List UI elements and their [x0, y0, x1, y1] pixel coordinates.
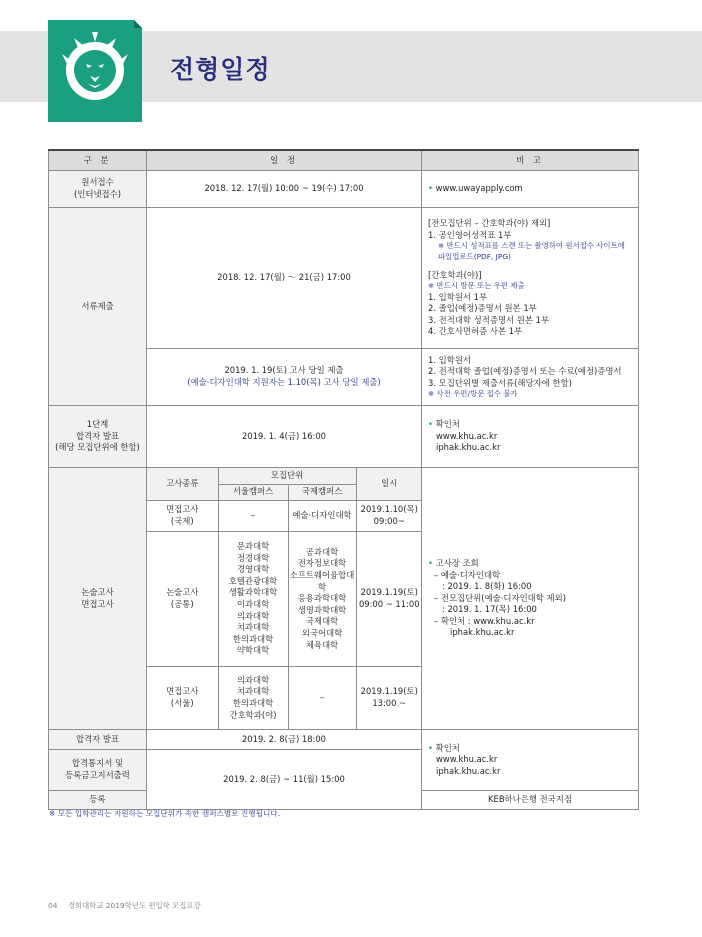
- row-application-schedule: 2018. 12. 17(월) 10:00 ~ 19(수) 17:00: [147, 171, 422, 208]
- row-documents-schedule-b: [147, 349, 422, 406]
- row-application-remark: [422, 171, 639, 208]
- exam-row-type: 면접고사 (서울): [147, 666, 218, 729]
- exam-row-global: –: [288, 666, 356, 729]
- remarks-b-item1: 1. 입학원서: [428, 354, 472, 365]
- schedule-b-main: 2019. 1. 19(토) 고사 당일 제출: [224, 365, 344, 376]
- exam-remark-title: 고사장 조회: [435, 557, 479, 568]
- exam-row-datetime: 2019.1.10(목) 09:00~: [356, 500, 422, 531]
- bullet-icon: •: [428, 557, 433, 568]
- group2-item2: 2. 졸업(예정)증명서 원본 1부: [428, 303, 537, 314]
- row-stage1-schedule: 2019. 1. 4(금) 16:00: [147, 406, 422, 468]
- exam-row-seoul: 의과대학 치과대학 한의과대학 간호학과(야): [218, 666, 288, 729]
- exam-row-datetime: 2019.1.19(토) 09:00 ~ 11:00: [356, 531, 422, 666]
- inner-header-datetime: 일시: [356, 468, 422, 500]
- page-title: 전형일정: [170, 55, 271, 84]
- schedule-table: [48, 149, 639, 810]
- row-documents-schedule-a: 2018. 12. 17(월) ～ 21(금) 17:00: [147, 208, 422, 349]
- footer-text: 경희대학교 2019학년도 편입학 모집요강: [67, 901, 201, 910]
- exam-remark-line4: : 2019. 1. 17(목) 16:00: [442, 604, 537, 615]
- exam-row-datetime: 2019.1.19(토) 13:00 ~: [356, 666, 422, 729]
- row-stage1-category: 1단계 합격자 발표 (해당 모집단위에 한함): [49, 406, 147, 468]
- row-stage1-remark: [422, 406, 639, 468]
- exam-remark-line6: iphak.khu.ac.kr: [450, 627, 515, 638]
- row-registration-remark: KEB하나은행 전국지점: [422, 791, 639, 810]
- exam-row-seoul: –: [218, 500, 288, 531]
- row-exam-remark: [422, 468, 639, 730]
- exam-inner-table: [147, 468, 422, 729]
- remarks-b-note: ※ 사전 우편/방문 접수 불가: [428, 389, 518, 399]
- exam-remark-line2: : 2019. 1. 8(화) 16:00: [442, 581, 532, 592]
- exam-row-seoul: 문과대학 정경대학 경영대학 호텔관광대학 생활과학대학 이과대학 의과대학 치과대학 한의과대학 약학대학: [218, 531, 288, 666]
- exam-remark-line5: – 확인처 : www.khu.ac.kr: [434, 615, 535, 626]
- page-number: 04: [48, 901, 58, 910]
- header-schedule: 일 정: [147, 150, 422, 171]
- remarks-b-item3: 3. 모집단위별 제출서류(해당자에 한함): [428, 377, 572, 388]
- exam-remark-line1: – 예술·디자인대학: [434, 569, 501, 580]
- exam-remark-line3: – 전모집단위(예술·디자인대학 제외): [434, 592, 566, 603]
- bullet-icon: •: [428, 419, 433, 430]
- row-registration-category: 등록: [49, 791, 147, 810]
- group2-item4: 4. 간호사면허증 사본 1부: [428, 326, 523, 337]
- group2-title: [간호학과(야)]: [428, 269, 482, 280]
- stage1-remark-title: 확인처: [435, 419, 460, 430]
- row-documents-remarks-a: [422, 208, 639, 349]
- exam-row-type: 논술고사 (공통): [147, 531, 218, 666]
- exam-row-global: 공과대학 전자정보대학 소프트웨어융합대학 응용과학대학 생명과학대학 국제대학 외국어대학 체육대학: [288, 531, 356, 666]
- group2-item3: 3. 전적대학 성적증명서 원본 1부: [428, 314, 550, 325]
- group1-item1: 1. 공인영어성적표 1부: [428, 229, 512, 240]
- page-footer: [48, 900, 201, 911]
- final-remark-line1: www.khu.ac.kr: [436, 754, 498, 765]
- row-notice-category: 합격통지서 및 등록금고지서출력: [49, 750, 147, 791]
- final-remark-line2: iphak.khu.ac.kr: [436, 765, 501, 776]
- schedule-b-note: (예술·디자인대학 지원자는 1.10(목) 고사 당일 제출): [187, 377, 381, 387]
- exam-row-type: 면접고사 (국제): [147, 500, 218, 531]
- row-exam-schedule: [147, 468, 422, 730]
- footnote: ※ 모든 입학관리는 지원하는 모집단위가 속한 캠퍼스별로 진행됩니다.: [49, 809, 281, 818]
- inner-header-global: 국제캠퍼스: [288, 484, 356, 500]
- row-exam-category: 논술고사 면접고사: [49, 468, 147, 730]
- inner-header-seoul: 서울캠퍼스: [218, 484, 288, 500]
- bullet-icon: •: [428, 742, 433, 753]
- row-application-category: 원서접수 (인터넷접수): [49, 171, 147, 208]
- remarks-b-item2: 2. 전적대학 졸업(예정)증명서 또는 수료(예정)증명서: [428, 366, 622, 377]
- row-final-result-remark: [422, 730, 639, 791]
- bullet-icon: •: [428, 183, 433, 194]
- stage1-remark-line1: www.khu.ac.kr: [436, 430, 498, 441]
- group1-title: [전모집단위 – 간호학과(야) 제외]: [428, 218, 551, 229]
- final-remark-title: 확인처: [435, 742, 460, 753]
- header-remarks: 비 고: [422, 150, 639, 171]
- row-notice-schedule: 2019. 2. 8(금) ~ 11(월) 15:00: [147, 750, 422, 810]
- row-documents-remarks-b: [422, 349, 639, 406]
- group1-note: ※ 반드시 성적표를 스캔 또는 촬영하여 원서접수 사이트에 파일업로드(PDF, JPG): [438, 241, 625, 261]
- group2-item1: 1. 입학원서 1부: [428, 291, 488, 302]
- exam-row-global: 예술·디자인대학: [288, 500, 356, 531]
- inner-header-type: 고사종류: [147, 468, 218, 500]
- row-final-result-schedule: 2019. 2. 8(금) 18:00: [147, 730, 422, 750]
- group2-note: ※ 반드시 방문 또는 우편 제출: [428, 281, 525, 291]
- row-final-result-category: 합격자 발표: [49, 730, 147, 750]
- application-url: www.uwayapply.com: [435, 183, 523, 194]
- row-documents-category: 서류제출: [49, 208, 147, 406]
- header-category: 구 분: [49, 150, 147, 171]
- stage1-remark-line2: iphak.khu.ac.kr: [436, 442, 501, 453]
- inner-header-unit: 모집단위: [218, 468, 356, 484]
- lion-emblem-icon: [48, 20, 142, 122]
